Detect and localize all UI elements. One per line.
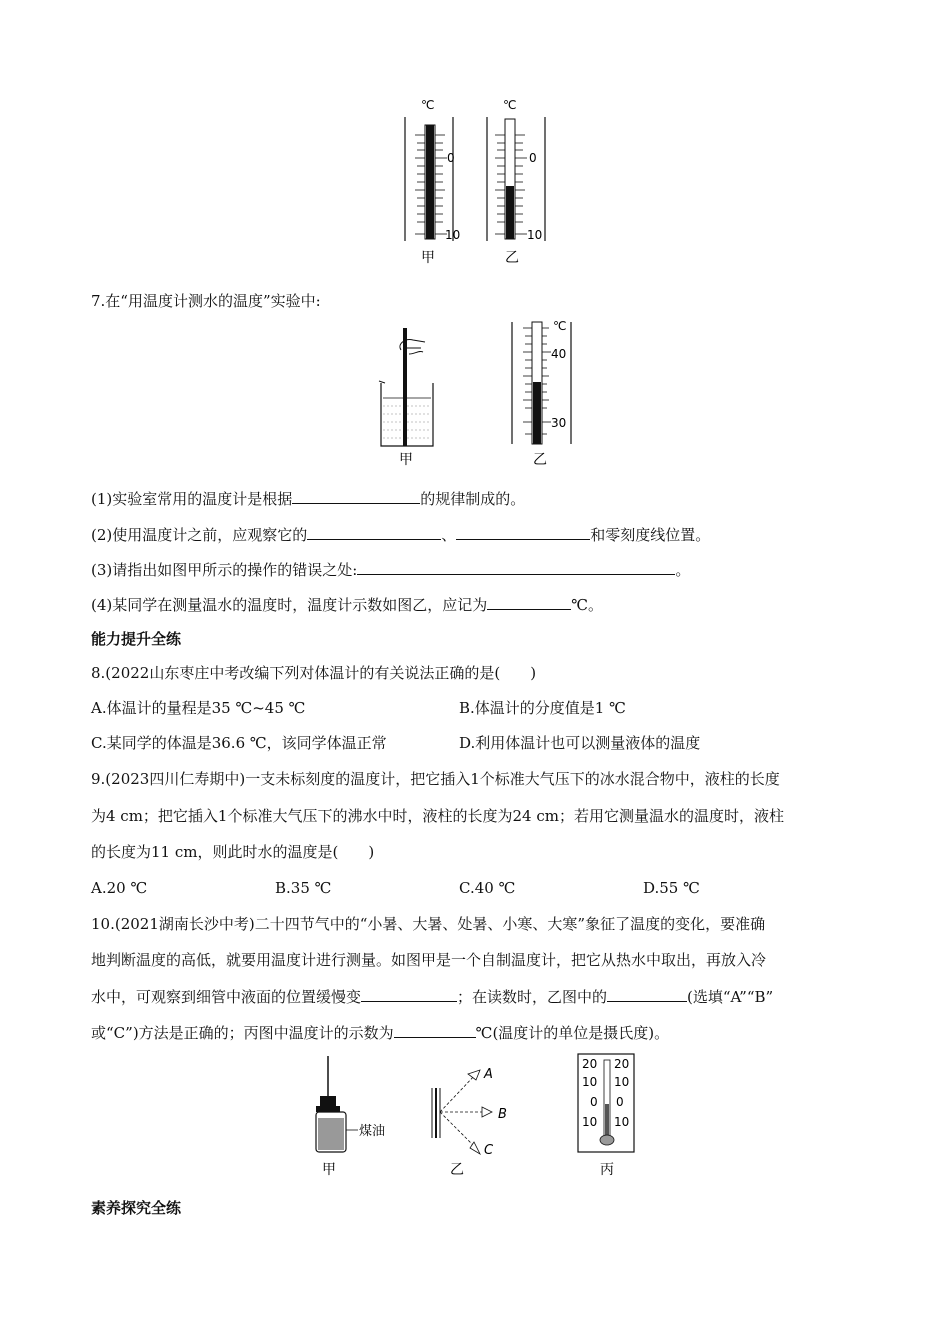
q10-line-3 [91, 985, 773, 1008]
q10-l4-text: 或“C”)方法是正确的；丙图中温度计的示数为 [91, 1024, 394, 1042]
q7-p2-text: (2)使用温度计之前，应观察它的 [91, 526, 308, 544]
q10-line-4 [91, 1021, 669, 1044]
q9-line-3: 的长度为11 cm，则此时水的温度是( ) [91, 843, 375, 861]
q9-option-c[interactable]: C.40 ℃ [459, 879, 516, 897]
scale-10-right: 10 [614, 1075, 630, 1089]
tick-10-jia: 10 [445, 228, 461, 242]
q9-option-a[interactable]: A.20 ℃ [91, 879, 148, 897]
q8-option-c[interactable]: C.某同学的体温是36.6 ℃，该同学体温正常 [91, 734, 387, 752]
q7-caption-jia: 甲 [399, 452, 413, 468]
q7-tick-30: 30 [551, 416, 567, 430]
q7-part1 [91, 487, 525, 510]
unit-label-jia: ℃ [421, 98, 435, 112]
q7-p4-text: (4)某同学在测量温水的温度时，温度计示数如图乙，应记为 [91, 596, 488, 614]
q7-caption-yi: 乙 [533, 452, 547, 468]
scale-20-left: 20 [582, 1057, 598, 1071]
q9-line-2: 为4 cm；把它插入1个标准大气压下的沸水中时，液柱的长度为24 cm；若用它测量温水的温度时，液柱 [91, 807, 784, 825]
unit-label-yi: ℃ [503, 98, 517, 112]
q7-part4 [91, 593, 603, 616]
q10-l3-mid: ；在读数时，乙图中的 [457, 988, 608, 1006]
q7-p2-blank-2[interactable] [456, 523, 590, 540]
q7-p4-tail: ℃。 [571, 596, 604, 614]
q10-line-1: 10.(2021湖南长沙中考)二十四节气中的“小暑、大暑、处暑、小寒、大寒”象征了温度的变化，要准确 [91, 915, 766, 933]
view-label-c: C [484, 1143, 494, 1158]
q9-option-d[interactable]: D.55 ℃ [643, 879, 700, 897]
section-heading-literacy: 素养探究全练 [91, 1199, 182, 1217]
q10-l3-text: 水中，可观察到细管中液面的位置缓慢变 [91, 988, 362, 1006]
q7-stem: 7.在“用温度计测水的温度”实验中: [91, 292, 321, 310]
q10-figure [300, 1052, 650, 1182]
tick-0-jia: 0 [447, 151, 455, 165]
q7-p3-text: (3)请指出如图甲所示的操作的错误之处: [91, 561, 358, 579]
q7-part2 [91, 523, 710, 546]
q8-option-d[interactable]: D.利用体温计也可以测量液体的温度 [459, 734, 701, 752]
q7-tick-40: 40 [551, 347, 567, 361]
q9-line-1: 9.(2023四川仁寿期中)一支未标刻度的温度计，把它插入1个标准大气压下的冰水混合物中，液柱的长度 [91, 770, 780, 788]
view-label-a: A [484, 1067, 493, 1082]
scale-10-left: 10 [582, 1075, 598, 1089]
caption-jia: 甲 [421, 250, 435, 266]
q7-unit-label: ℃ [553, 319, 567, 333]
tick-10-yi: 10 [527, 228, 543, 242]
q10-caption-jia: 甲 [322, 1162, 336, 1178]
scale-neg10-right: 10 [614, 1115, 630, 1129]
scale-0-left: 0 [590, 1095, 598, 1109]
q10-caption-bing: 丙 [600, 1162, 614, 1178]
section-heading-ability: 能力提升全练 [91, 630, 182, 648]
q7-p3-tail: 。 [675, 561, 691, 579]
q7-p1-blank[interactable] [292, 487, 420, 504]
q10-l3-tail: (选填“A”“B” [687, 988, 774, 1006]
caption-yi: 乙 [505, 250, 519, 266]
q7-p2-blank-1[interactable] [307, 523, 441, 540]
q8-option-a[interactable]: A.体温计的量程是35 ℃~45 ℃ [91, 699, 306, 717]
scale-0-right: 0 [616, 1095, 624, 1109]
q8-stem: 8.(2022山东枣庄中考改编下列对体温计的有关说法正确的是( ) [91, 664, 537, 682]
kerosene-label: 煤油 [359, 1124, 386, 1139]
scale-neg10-left: 10 [582, 1115, 598, 1129]
q10-blank-3[interactable] [394, 1021, 476, 1038]
q7-p1-text: (1)实验室常用的温度计是根据 [91, 490, 293, 508]
q7-p2-tail: 和零刻度线位置。 [590, 526, 711, 544]
q7-p4-blank[interactable] [487, 593, 571, 610]
q7-part3 [91, 558, 690, 581]
q7-p2-sep: 、 [441, 526, 457, 544]
thermometer-figure-q6 [395, 95, 555, 270]
q9-option-b[interactable]: B.35 ℃ [275, 879, 332, 897]
q10-l4-tail: ℃(温度计的单位是摄氏度)。 [475, 1024, 670, 1042]
q10-blank-2[interactable] [607, 985, 687, 1002]
tick-0-yi: 0 [529, 151, 537, 165]
q7-p1-tail: 的规律制成的。 [420, 490, 526, 508]
q10-line-2: 地判断温度的高低，就要用温度计进行测量。如图甲是一个自制温度计，把它从热水中取出，再放入冷 [91, 951, 767, 969]
q7-figure [375, 318, 585, 468]
q10-caption-yi: 乙 [450, 1162, 464, 1178]
scale-20-right: 20 [614, 1057, 630, 1071]
q8-option-b[interactable]: B.体温计的分度值是1 ℃ [459, 699, 626, 717]
q10-blank-1[interactable] [361, 985, 457, 1002]
q7-p3-blank[interactable] [357, 558, 675, 575]
view-label-b: B [498, 1107, 507, 1122]
